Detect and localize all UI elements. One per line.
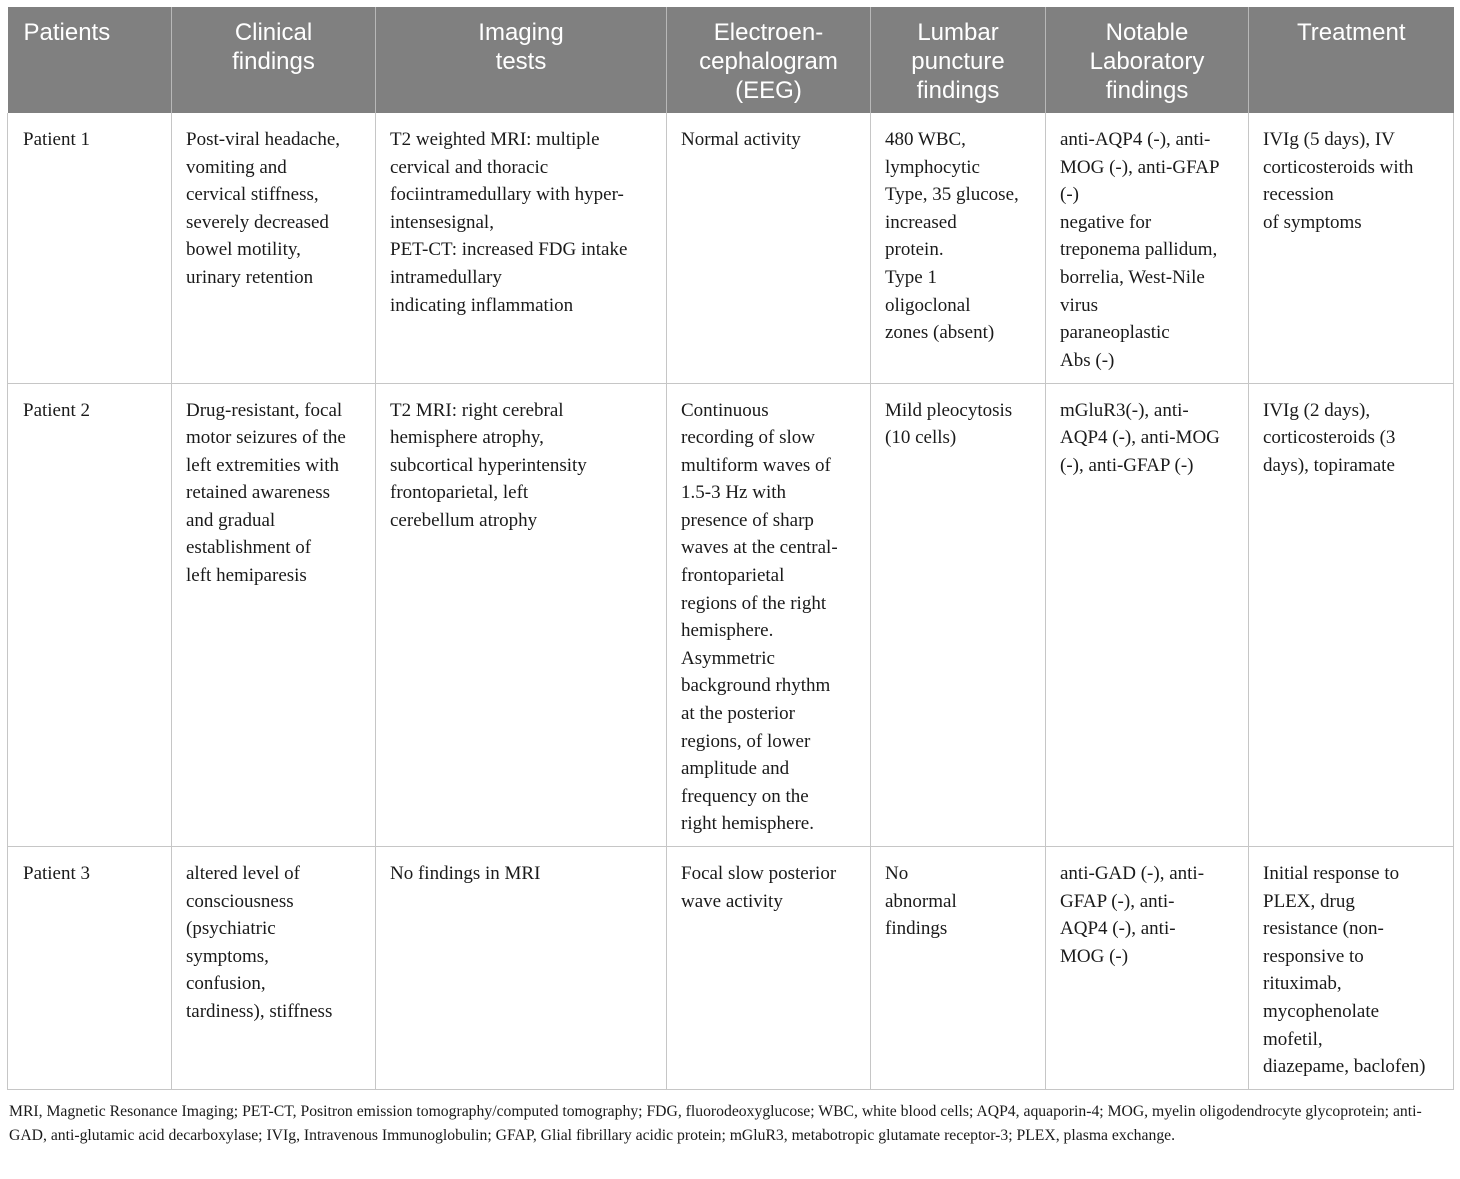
header-lumbar-puncture: Lumbar puncture findings <box>871 7 1046 113</box>
cell-clinical-findings: Drug-resistant, focal motor seizures of the left extremities with retained awareness and gradual establishment of left hemiparesis <box>172 383 376 847</box>
cell-eeg: Normal activity <box>667 113 871 383</box>
cell-imaging-tests: T2 MRI: right cerebral hemisphere atrophy, subcortical hyperintensity frontoparietal, left cerebellum atrophy <box>376 383 667 847</box>
table-row <box>8 113 1454 383</box>
cell-laboratory-findings: anti-GAD (-), anti- GFAP (-), anti- AQP4 (-), anti- MOG (-) <box>1046 847 1249 1090</box>
cell-treatment: IVIg (2 days), corticosteroids (3 days), topiramate <box>1249 383 1454 847</box>
cell-treatment: Initial response to PLEX, drug resistance (non- responsive to rituximab, mycophenolate mofetil, diazepame, baclofen) <box>1249 847 1454 1090</box>
cell-patient: Patient 2 <box>8 383 172 847</box>
cell-imaging-tests: No findings in MRI <box>376 847 667 1090</box>
header-laboratory-findings: Notable Laboratory findings <box>1046 7 1249 113</box>
header-treatment: Treatment <box>1249 7 1454 113</box>
table-header-row <box>8 7 1454 113</box>
table-row <box>8 847 1454 1090</box>
cell-imaging-tests: T2 weighted MRI: multiple cervical and thoracic fociintramedullary with hyper- intensesignal, PET-CT: increased FDG intake intramedullary indicating inflammation <box>376 113 667 383</box>
header-imaging-tests: Imaging tests <box>376 7 667 113</box>
cell-clinical-findings: altered level of consciousness (psychiatric symptoms, confusion, tardiness), stiffness <box>172 847 376 1090</box>
patients-table <box>7 7 1454 1090</box>
header-eeg: Electroen- cephalogram (EEG) <box>667 7 871 113</box>
cell-clinical-findings: Post-viral headache, vomiting and cervical stiffness, severely decreased bowel motility, urinary retention <box>172 113 376 383</box>
cell-patient: Patient 1 <box>8 113 172 383</box>
table-footnote: MRI, Magnetic Resonance Imaging; PET-CT, Positron emission tomography/computed tomography; FDG, fluorodeoxyglucose; WBC, white blood cells; AQP4, aquaporin-4; MOG, myelin oligodendrocyte glycoprotein; anti-GAD, anti-glutamic acid decarboxylase; IVIg, Intravenous Immunoglobulin; GFAP, Glial fibrillary acidic protein; mGluR3, metabotropic glutamate receptor-3; PLEX, plasma exchange. <box>9 1103 1422 1144</box>
table-row <box>8 383 1454 847</box>
header-patients: Patients <box>8 7 172 113</box>
cell-eeg: Continuous recording of slow multiform waves of 1.5-3 Hz with presence of sharp waves at the central- frontoparietal regions of the right hemisphere. Asymmetric background rhythm at the posterior regions, of lower amplitude and frequency on the right hemisphere. <box>667 383 871 847</box>
header-clinical-findings: Clinical findings <box>172 7 376 113</box>
cell-treatment: IVIg (5 days), IV corticosteroids with recession of symptoms <box>1249 113 1454 383</box>
cell-lumbar-puncture: No abnormal findings <box>871 847 1046 1090</box>
cell-lumbar-puncture: 480 WBC, lymphocytic Type, 35 glucose, increased protein. Type 1 oligoclonal zones (absent) <box>871 113 1046 383</box>
cell-laboratory-findings: mGluR3(-), anti- AQP4 (-), anti-MOG (-), anti-GFAP (-) <box>1046 383 1249 847</box>
cell-eeg: Focal slow posterior wave activity <box>667 847 871 1090</box>
cell-laboratory-findings: anti-AQP4 (-), anti- MOG (-), anti-GFAP (-) negative for treponema pallidum, borrelia, West-Nile virus paraneoplastic Abs (-) <box>1046 113 1249 383</box>
cell-patient: Patient 3 <box>8 847 172 1090</box>
cell-lumbar-puncture: Mild pleocytosis (10 cells) <box>871 383 1046 847</box>
